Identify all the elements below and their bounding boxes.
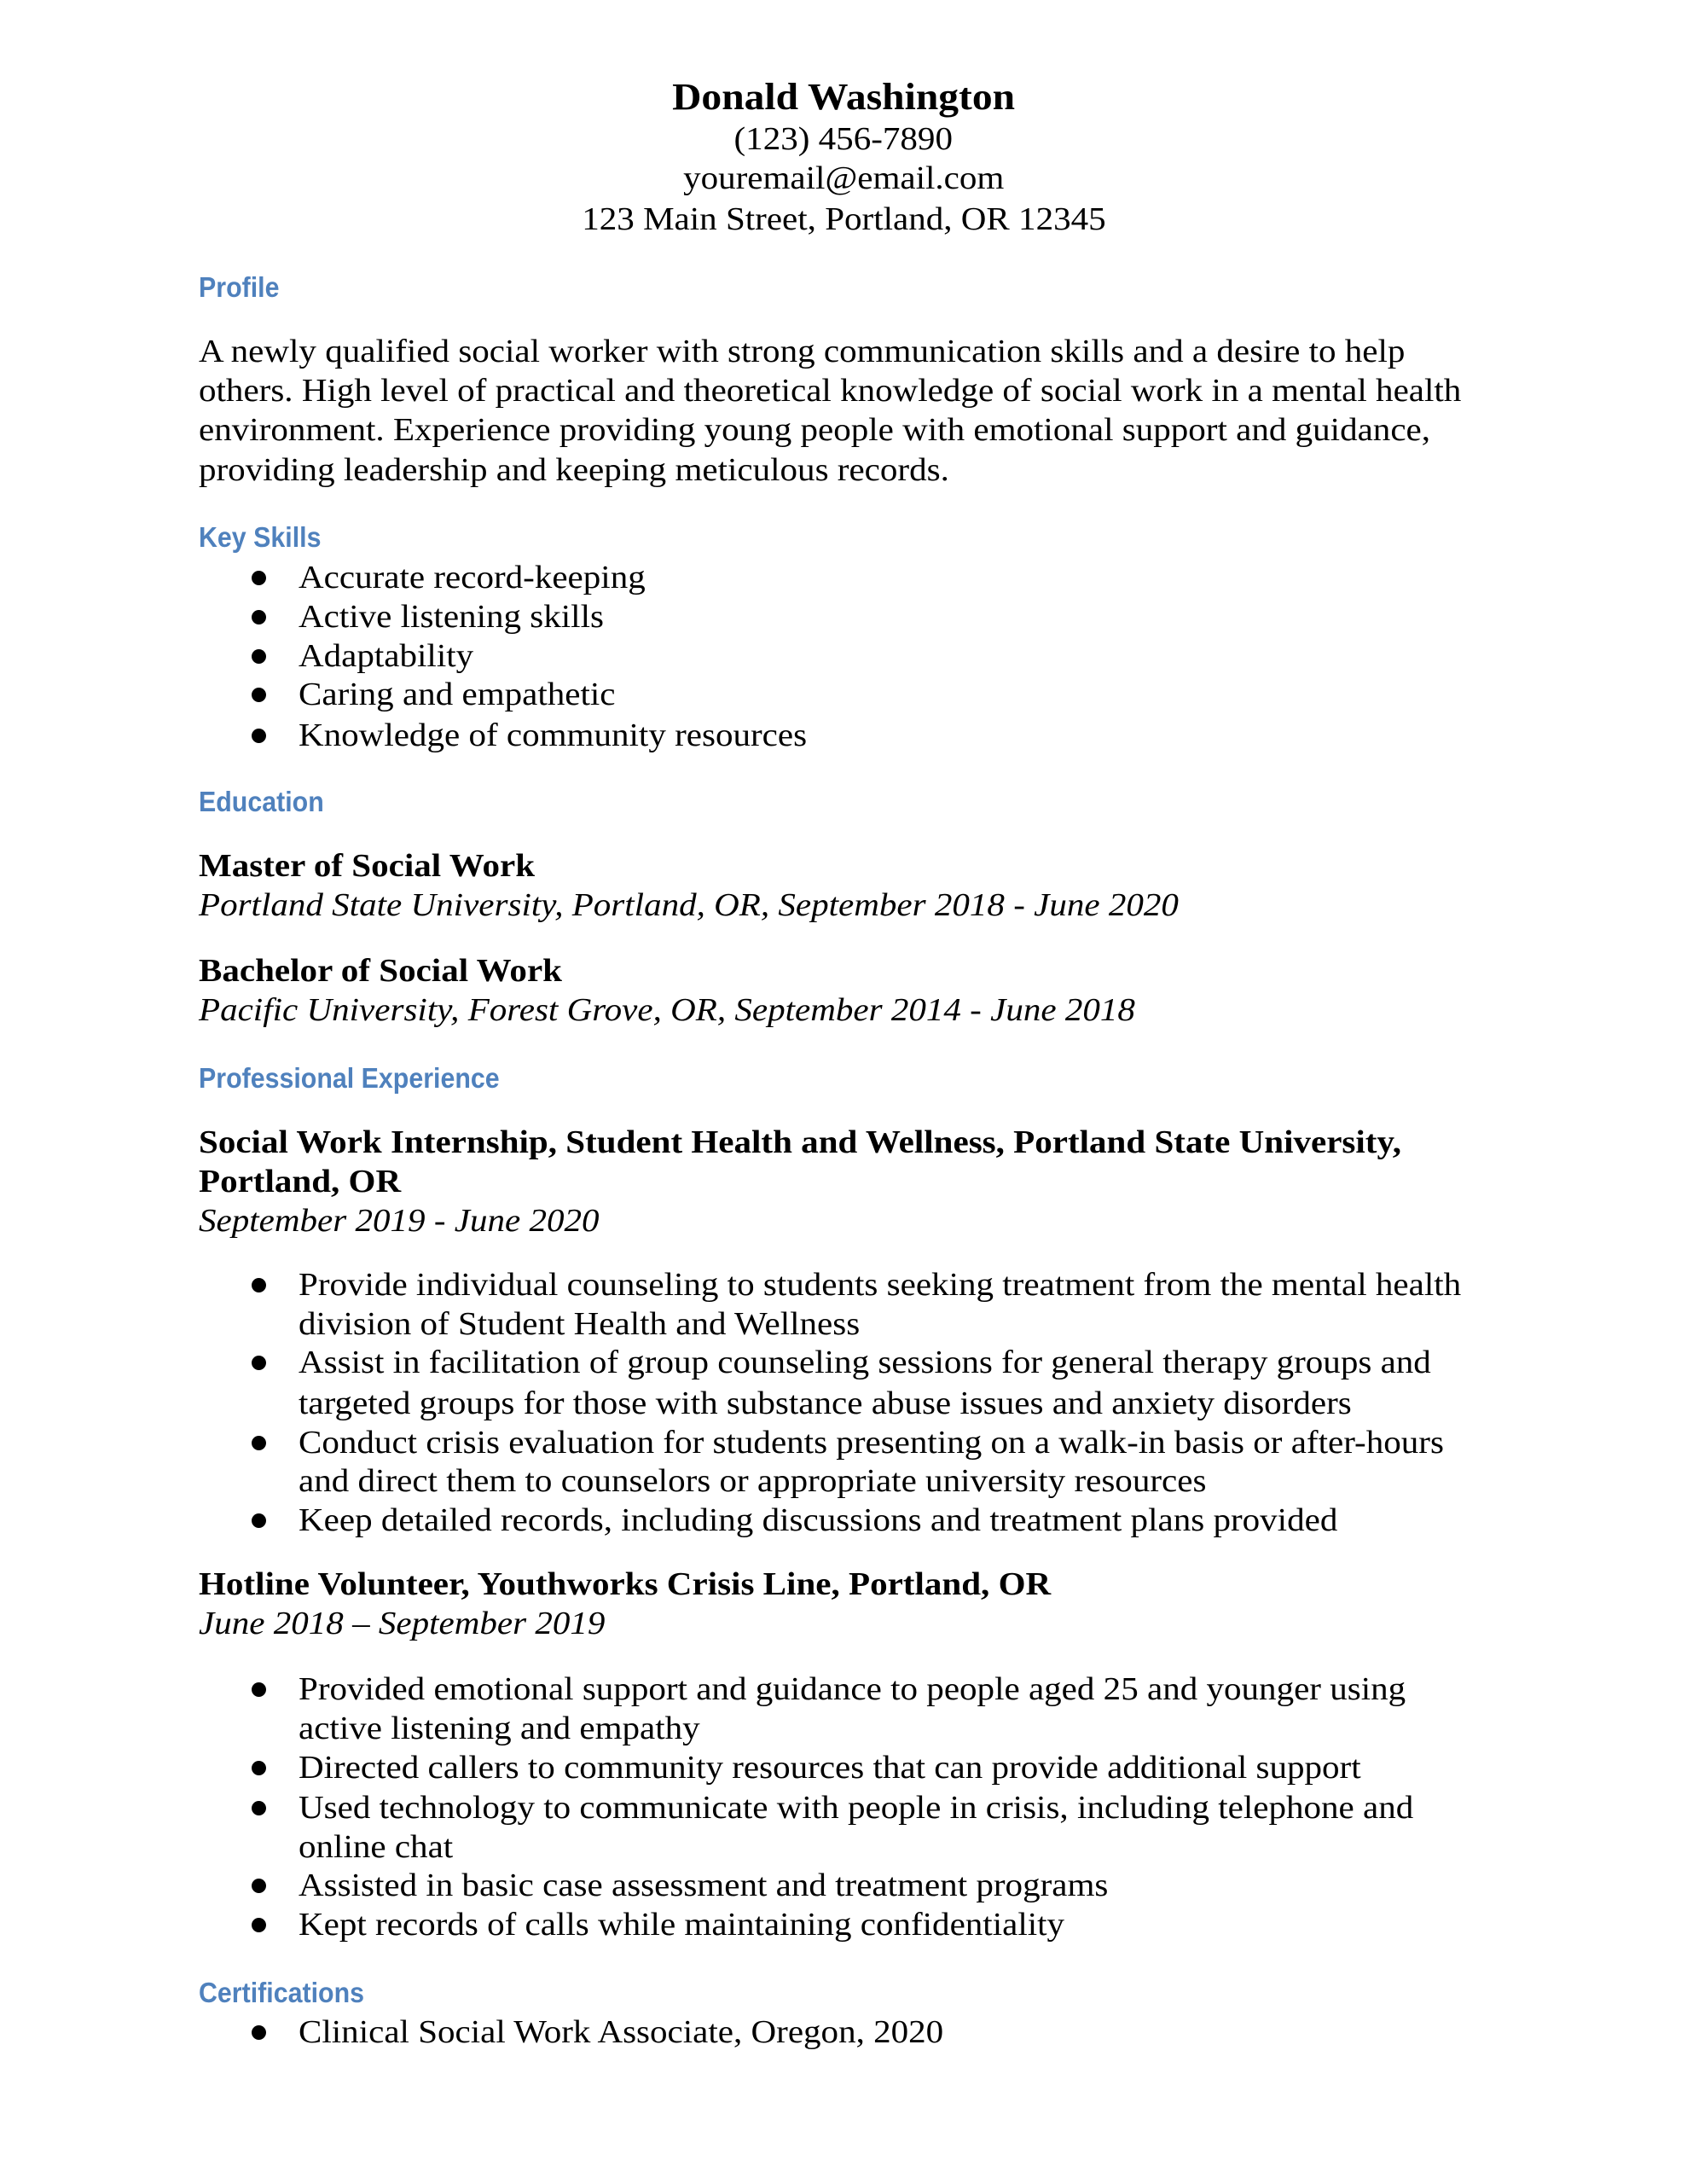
skill-item: Active listening skills: [299, 599, 604, 635]
section-heading-certifications: Certifications: [199, 1977, 365, 2008]
skill-item: Caring and empathetic: [299, 677, 616, 712]
job-bullet-line: division of Student Health and Wellness: [299, 1306, 861, 1342]
job-bullet-line: Directed callers to community resources that can provide additional support: [299, 1750, 1361, 1786]
bullet-icon: [252, 610, 266, 624]
bullet-icon: [252, 1278, 266, 1292]
bullet-icon: [252, 1356, 266, 1370]
contact-email: [0, 159, 1687, 198]
bullet-icon: [252, 729, 266, 743]
job-dates: June 2018 – September 2019: [199, 1606, 606, 1641]
job-bullet-line: and direct them to counselors or appropriate university resources: [299, 1463, 1207, 1499]
education-details: Portland State University, Portland, OR, September 2018 - June 2020: [199, 887, 1179, 923]
contact-address-text: 123 Main Street, Portland, OR 12345: [581, 201, 1106, 237]
contact-email-text: youremail@email.com: [682, 160, 1005, 196]
job-dates: September 2019 - June 2020: [199, 1203, 600, 1239]
bullet-icon: [252, 1682, 266, 1697]
skill-item: Accurate record-keeping: [299, 560, 646, 595]
section-heading-key-skills: Key Skills: [199, 521, 322, 553]
skill-item: Knowledge of community resources: [299, 717, 808, 753]
candidate-name: [0, 75, 1687, 119]
candidate-name-text: Donald Washington: [672, 76, 1015, 118]
skill-item: Adaptability: [299, 638, 474, 674]
section-heading-profile: Profile: [199, 271, 280, 303]
bullet-icon: [252, 688, 266, 702]
job-bullet-line: Provided emotional support and guidance to people aged 25 and younger using: [299, 1671, 1406, 1707]
job-bullet-line: Used technology to communicate with people in crisis, including telephone and: [299, 1790, 1414, 1826]
job-title: Portland, OR: [199, 1164, 402, 1199]
job-bullet-line: Provide individual counseling to students seeking treatment from the mental health: [299, 1267, 1462, 1303]
education-degree: Master of Social Work: [199, 848, 536, 884]
bullet-icon: [252, 1436, 266, 1450]
job-bullet-line: online chat: [299, 1829, 454, 1865]
job-bullet-line: Assist in facilitation of group counseling sessions for general therapy groups and: [299, 1345, 1431, 1380]
contact-phone: [0, 119, 1687, 159]
job-bullet-line: Assisted in basic case assessment and treatment programs: [299, 1867, 1109, 1903]
job-bullet-line: active listening and empathy: [299, 1711, 700, 1746]
bullet-icon: [252, 1513, 266, 1528]
profile-text-line: A newly qualified social worker with strong communication skills and a desire to help: [199, 334, 1406, 369]
section-heading-professional-experience: Professional Experience: [199, 1062, 500, 1094]
job-bullet-line: Conduct crisis evaluation for students presenting on a walk-in basis or after-hours: [299, 1425, 1444, 1461]
job-bullet-line: targeted groups for those with substance abuse issues and anxiety disorders: [299, 1385, 1352, 1421]
section-heading-education: Education: [199, 786, 324, 817]
profile-text-line: providing leadership and keeping meticulous records.: [199, 452, 949, 488]
contact-address: [0, 200, 1687, 239]
profile-text-line: others. High level of practical and theoretical knowledge of social work in a mental health: [199, 373, 1462, 409]
education-degree: Bachelor of Social Work: [199, 953, 562, 989]
bullet-icon: [252, 1801, 266, 1815]
bullet-icon: [252, 1761, 266, 1775]
job-bullet-line: Keep detailed records, including discussions and treatment plans provided: [299, 1502, 1338, 1538]
certification-item: Clinical Social Work Associate, Oregon, 2020: [299, 2014, 944, 2050]
contact-phone-text: (123) 456-7890: [733, 121, 954, 157]
bullet-icon: [252, 1879, 266, 1893]
job-bullet-line: Kept records of calls while maintaining confidentiality: [299, 1907, 1065, 1943]
profile-text-line: environment. Experience providing young people with emotional support and guidance,: [199, 412, 1431, 448]
bullet-icon: [252, 1918, 266, 1932]
bullet-icon: [252, 2025, 266, 2040]
bullet-icon: [252, 649, 266, 664]
education-details: Pacific University, Forest Grove, OR, September 2014 - June 2018: [199, 992, 1135, 1028]
bullet-icon: [252, 571, 266, 585]
job-title: Social Work Internship, Student Health and Wellness, Portland State University,: [199, 1124, 1401, 1160]
job-title: Hotline Volunteer, Youthworks Crisis Line, Portland, OR: [199, 1566, 1052, 1602]
